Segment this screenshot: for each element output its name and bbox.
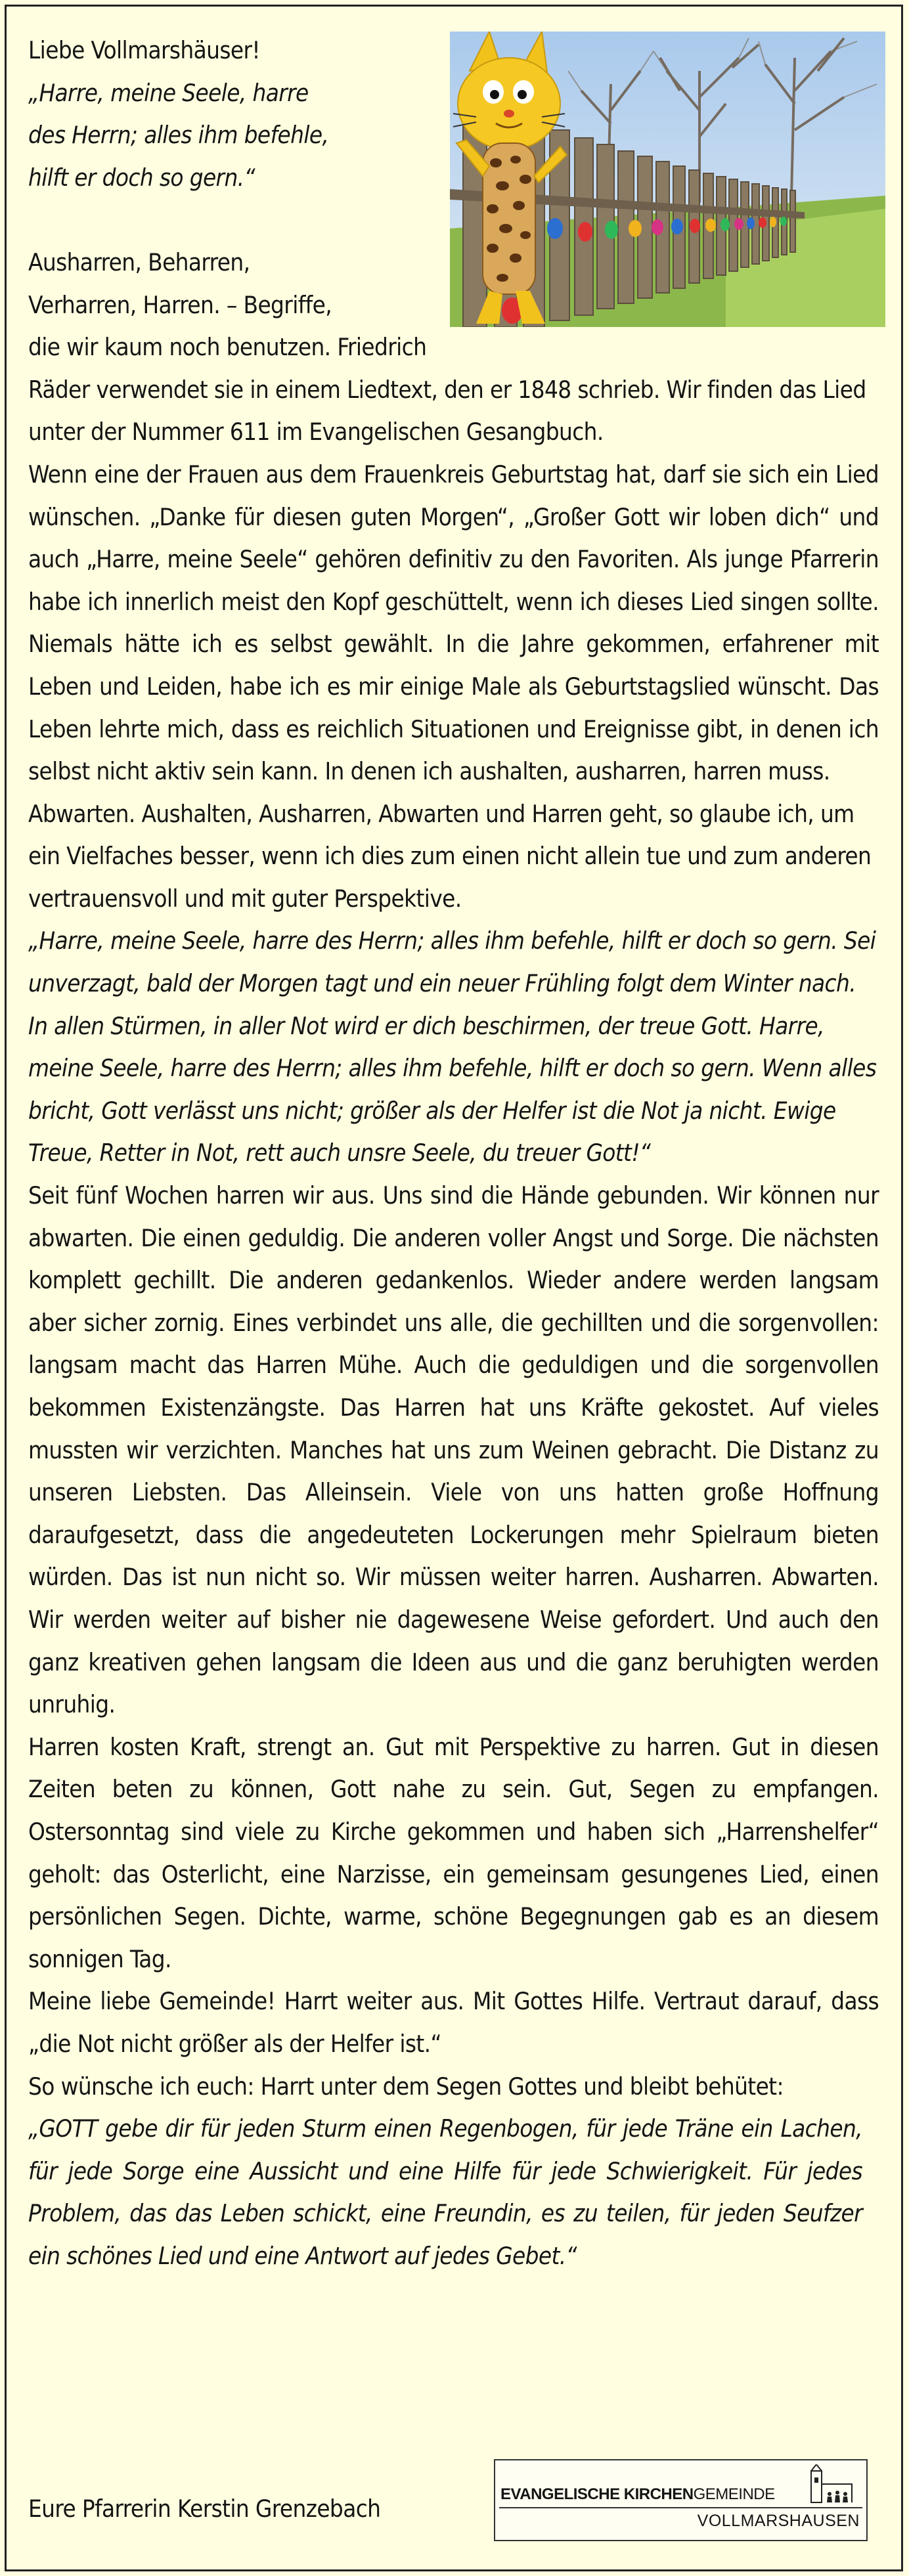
motto-line-2: des Herrn; alles ihm befehle, — [28, 121, 329, 150]
intro-line-2: Verharren, Harren. – Begriffe, — [28, 290, 332, 319]
logo-text-light: GEMEINDE — [693, 2485, 775, 2503]
blessing-quote: „GOTT gebe dir für jeden Sturm einen Regenbogen, für jede Träne ein Lachen, für jede Sorge eine Aussicht und eine Hilfe für jede Schwierigkeit. Für jedes Problem, das das Leben schickt, eine Freundin, es zu teilen, für jeden Seufzer ein schönes Lied und eine Antwort auf jedes Gebet.“ — [28, 2114, 862, 2270]
logo-text-bold: EVANGELISCHE KIRCHEN — [500, 2485, 694, 2503]
motto-line-1: „Harre, meine Seele, harre — [28, 78, 309, 107]
paragraph-6: Harren kosten Kraft, strengt an. Gut mit Perspektive zu harren. Gut in diesen Zeiten beten zu können, Gott nahe zu sein. Gut, Segen zu empfangen. Ostersonntag sind viele zu Kirche gekommen und haben sich „Harrenshelfer“ geholt: das Osterlicht, eine Narzisse, ein gemeinsam gesungenes Lied, einen persönlichen Segen. Dichte, warme, schöne Begegnungen gab es an diesem sonnigen Tag. — [28, 1732, 879, 1973]
logo-divider — [499, 2507, 862, 2508]
motto-line-3: hilft er doch so gern.“ — [28, 163, 255, 192]
signature: Eure Pfarrerin Kerstin Grenzebach — [28, 2495, 381, 2523]
paragraph-7: Meine liebe Gemeinde! Harrt weiter aus. Mit Gottes Hilfe. Vertraut darauf, dass „die Not nicht größer als der Helfer ist.“ — [28, 1987, 879, 2058]
paragraph-8: So wünsche ich euch: Harrt unter dem Segen Gottes und bleibt behütet: — [28, 2072, 784, 2101]
logo-text-bottom: VOLLMARSHAUSEN — [697, 2512, 860, 2530]
church-logo — [494, 2459, 868, 2541]
article — [28, 30, 879, 2277]
photo-illustration — [450, 32, 885, 327]
easter-fence-photo — [450, 32, 885, 327]
paragraph-2: Wenn eine der Frauen aus dem Frauenkreis Geburtstag hat, darf sie sich ein Lied wünschen. „Danke für diesen guten Morgen“, „Großer Gott wir loben dich“ und auch „Harre, meine Seele“ gehören definitiv zu den Favoriten. Als junge Pfarrerin habe ich innerlich meist den Kopf geschüttelt, wenn ich dieses Lied singen sollte. Niemals hätte ich es selbst gewählt. In die Jahre gekommen, erfahrener mit Leben und Leiden, habe ich es mir einige Male als Geburtstagslied wünscht. Das Leben lehrte mich, dass es reichlich Situationen und Ereignisse gibt, in denen ich selbst nicht aktiv sein kann. In denen ich aushalten, ausharren, harren muss. — [28, 460, 879, 786]
paragraph-1: die wir kaum noch benutzen. Friedrich Räder verwendet sie in einem Liedtext, den er 1848 schrieb. Wir finden das Lied unter der Nummer 611 im Evangelischen Gesangbuch. — [28, 333, 866, 447]
church-icon — [806, 2464, 858, 2510]
logo-text-top — [500, 2485, 775, 2504]
paragraph-5: Seit fünf Wochen harren wir aus. Uns sind die Hände gebunden. Wir können nur abwarten. Die einen geduldig. Die anderen voller Angst und Sorge. Die nächsten komplett gechillt. Die anderen gedankenlos. Wieder andere werden langsam aber sicher zornig. Eines verbindet uns alle, die gechillten und die sorgenvollen: langsam macht das Harren Mühe. Auch die geduldigen und die sorgenvollen bekommen Existenzängste. Das Harren hat uns Kräfte gekostet. Auf vieles mussten wir verzichten. Manches hat uns zum Weinen gebracht. Die Distanz zu unseren Liebsten. Das Alleinsein. Viele von uns hatten große Hoffnung daraufgesetzt, dass die angedeuteten Lockerungen mehr Spielraum bieten würden. Das ist nun nicht so. Wir müssen weiter harren. Ausharren. Abwarten. Wir werden weiter auf bisher nie dagewesene Weise gefordert. Und auch den ganz kreativen gehen langsam die Ideen aus und die ganz beruhigten werden unruhig. — [28, 1181, 879, 1719]
intro-line-1: Ausharren, Beharren, — [28, 248, 250, 276]
paragraph-3: Abwarten. Aushalten, Ausharren, Abwarten und Harren geht, so glaube ich, um ein Vielfaches besser, wenn ich dies zum einen nicht allein tue und zum anderen vertrauensvoll und mit guter Perspektive. — [28, 799, 872, 913]
hymn-quote: „Harre, meine Seele, harre des Herrn; alles ihm befehle, hilft er doch so gern. Sei unverzagt, bald der Morgen tagt und ein neuer Frühling folgt dem Winter nach. In allen Stürmen, in aller Not wird er dich beschirmen, der treue Gott. Harre, meine Seele, harre des Herrn; alles ihm befehle, hilft er doch so gern. Wenn alles bricht, Gott verlässt uns nicht; größer als der Helfer ist die Not ja nicht. Ewige Treue, Retter in Not, rett auch unsre Seele, du treuer Gott!“ — [28, 927, 877, 1168]
greeting: Liebe Vollmarshäuser! — [28, 36, 260, 64]
